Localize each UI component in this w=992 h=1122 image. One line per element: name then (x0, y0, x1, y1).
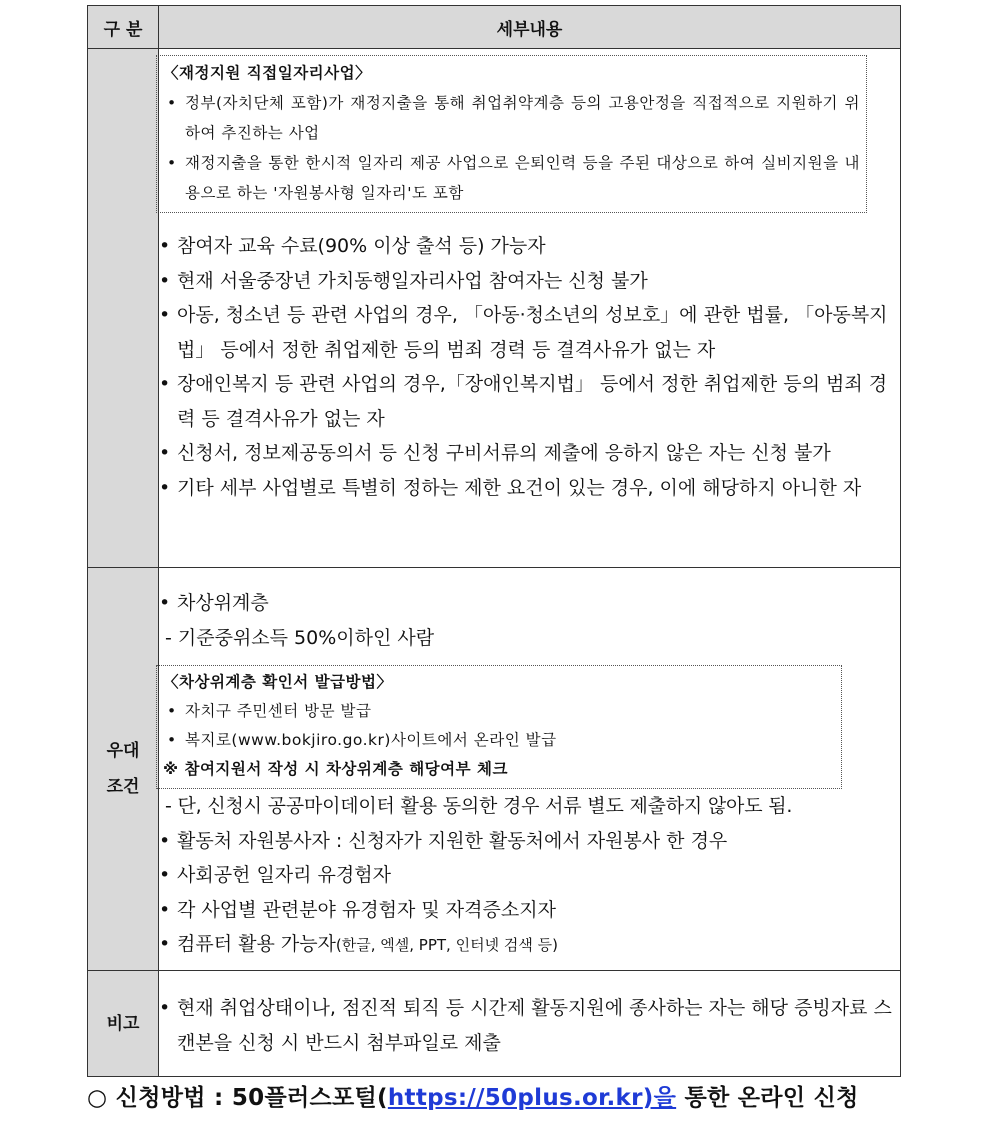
list-item: • 현재 취업상태이나, 점진적 퇴직 등 시간제 활동지원에 종사하는 자는 해당 증빙자료 스캔본을 신청 시 반드시 첨부파일로 제출 (159, 997, 892, 1054)
table-row (88, 971, 901, 1077)
row-label-empty (88, 49, 159, 568)
list-item: • 신청서, 정보제공동의서 등 신청 구비서류의 제출에 응하지 않은 자는 신청 불가 (159, 442, 831, 464)
list-item: • 차상위계층 (159, 592, 269, 614)
list-item: • 아동, 청소년 등 관련 사업의 경우, 「아동·청소년의 성보호」에 관한 법률, 「아동복지법」 등에서 정한 취업제한 등의 범죄 경력 등 결격사유가 없는 자 (159, 304, 888, 361)
box-item: • 정부(자치단체 포함)가 재정지출을 통해 취업취약계층 등의 고용안정을 직접적으로 지원하기 위하여 추진하는 사업 (167, 94, 860, 142)
box-title: 〈재정지원 직접일자리사업〉 (163, 64, 372, 82)
box-title: 〈차상위계층 확인서 발급방법〉 (163, 673, 393, 691)
list-item: • 현재 서울중장년 가치동행일자리사업 참여자는 신청 불가 (159, 269, 648, 292)
application-method: ○ 신청방법 : 50플러스포털(https://50plus.or.kr)을 통한 온라인 신청 (87, 1085, 859, 1111)
list-item: • 장애인복지 등 관련 사업의 경우,「장애인복지법」 등에서 정한 취업제한 등의 범죄 경력 등 결격사유가 없는 자 (159, 373, 888, 430)
table-row (88, 568, 901, 971)
list-item: • 참여자 교육 수료(90% 이상 출석 등) 가능자 (159, 235, 546, 257)
list-item: • 사회공헌 일자리 유경험자 (159, 864, 391, 886)
row-label-remarks: 비고 (88, 971, 159, 1077)
row-content (159, 971, 901, 1077)
box-note: ※ 참여지원서 작성 시 차상위계층 해당여부 체크 (163, 760, 508, 778)
requirements-list (159, 229, 900, 505)
row-content (159, 49, 901, 568)
list-item: • 활동처 자원봉사자 : 신청자가 지원한 활동처에서 자원봉사 한 경우 (159, 829, 728, 852)
list-item: • 기타 세부 사업별로 특별히 정하는 제한 요건이 있는 경우, 이에 해당하지 아니한 자 (159, 476, 862, 499)
sub-item: - 단, 신청시 공공마이데이터 활용 동의한 경우 서류 별도 제출하지 않아도 됨. (165, 795, 793, 817)
table-row (88, 49, 901, 568)
header-details: 세부내용 (159, 6, 901, 49)
portal-link[interactable]: https://50plus.or.kr (387, 1085, 643, 1111)
eligibility-table (87, 5, 901, 1077)
box-item: • 재정지출을 통한 한시적 일자리 제공 사업으로 은퇴인력 등을 주된 대상으로 하여 실비지원을 내용으로 하는 '자원봉사형 일자리'도 포함 (167, 154, 860, 202)
box-item: • 복지로(www.bokjiro.go.kr)사이트에서 온라인 발급 (167, 731, 557, 749)
list-item: • 각 사업별 관련분야 유경험자 및 자격증소지자 (159, 898, 556, 921)
header-category: 구 분 (88, 6, 159, 49)
row-content (159, 568, 901, 971)
table-header-row (88, 6, 901, 49)
sub-item: - 기준중위소득 50%이하인 사람 (165, 626, 435, 649)
row-label-preference: 우대 조건 (88, 568, 159, 971)
info-box-direct-jobs (156, 55, 867, 213)
box-item: • 자치구 주민센터 방문 발급 (167, 702, 372, 720)
info-box-certificate (156, 665, 842, 789)
list-item: • 컴퓨터 활용 가능자(한글, 엑셀, PPT, 인터넷 검색 등) (159, 933, 558, 955)
